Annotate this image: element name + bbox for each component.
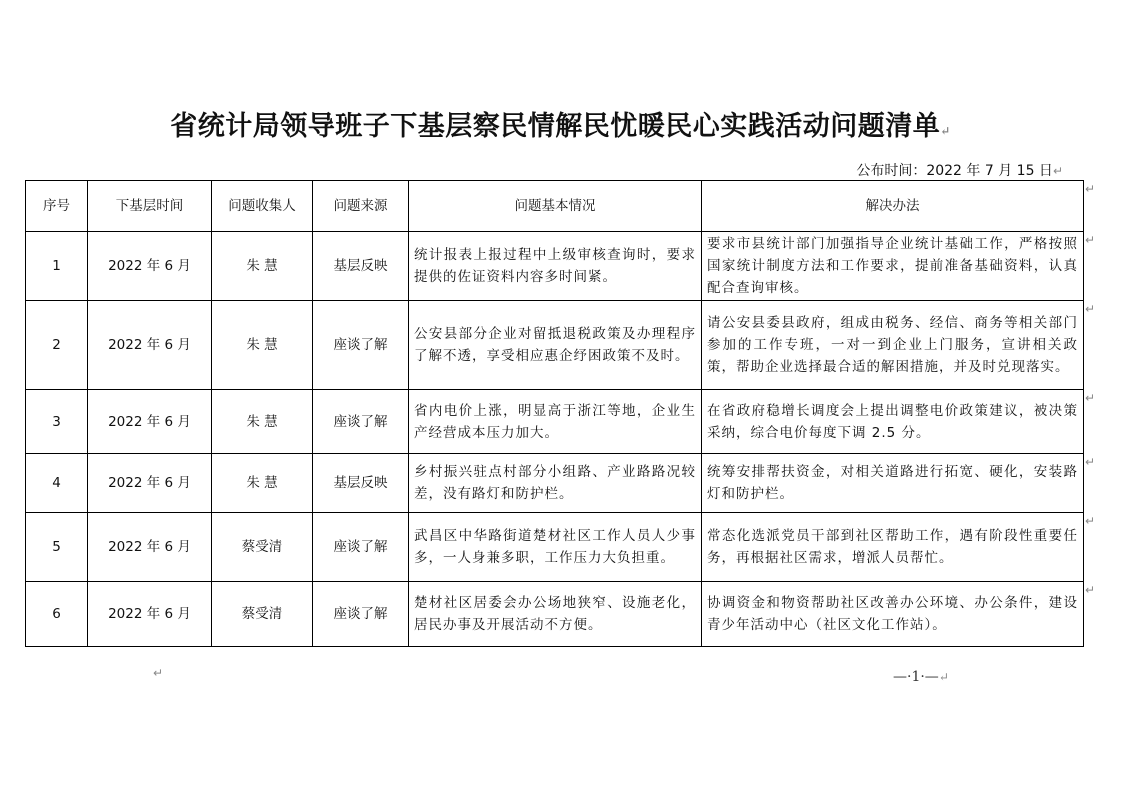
cell-no: 2 (26, 301, 88, 390)
row-end-mark-icon: ↵ (1084, 302, 1095, 316)
cell-collector: 朱 慧 (212, 454, 313, 513)
cell-source: 座谈了解 (313, 390, 409, 454)
header-solution: 解决办法 (702, 181, 1084, 232)
cell-time: 2022 年 6 月 (88, 582, 212, 647)
row-end-mark-icon: ↵ (1084, 583, 1095, 597)
header-no: 序号 (26, 181, 88, 232)
cell-source: 座谈了解 (313, 582, 409, 647)
title-text: 省统计局领导班子下基层察民情解民忧暖民心实践活动问题清单 (170, 111, 941, 142)
cell-collector: 蔡受清 (212, 513, 313, 582)
cell-source: 基层反映 (313, 454, 409, 513)
cell-time: 2022 年 6 月 (88, 513, 212, 582)
cell-no: 1 (26, 232, 88, 301)
publish-date-text: 公布时间：2022 年 7 月 15 日 (856, 163, 1053, 179)
cell-no: 6 (26, 582, 88, 647)
cell-solution: 协调资金和物资帮助社区改善办公环境、办公条件，建设青少年活动中心（社区文化工作站）。 (702, 582, 1084, 647)
cell-no: 5 (26, 513, 88, 582)
paragraph-mark-icon: ↵ (1052, 164, 1063, 178)
cell-no: 4 (26, 454, 88, 513)
document-title (0, 104, 1121, 143)
header-time: 下基层时间 (88, 181, 212, 232)
table-header-row (26, 181, 1084, 232)
page-number-text: —·1·— (893, 669, 939, 685)
cell-time: 2022 年 6 月 (88, 232, 212, 301)
paragraph-mark-icon: ↵ (153, 666, 164, 680)
table-row (26, 513, 1084, 582)
cell-time: 2022 年 6 月 (88, 301, 212, 390)
cell-solution: 要求市县统计部门加强指导企业统计基础工作，严格按照国家统计制度方法和工作要求，提前准备基础资料，认真配合查询审核。 (702, 232, 1084, 301)
cell-situation: 省内电价上涨，明显高于浙江等地，企业生产经营成本压力加大。 (409, 390, 702, 454)
paragraph-mark-icon: ↵ (938, 670, 949, 684)
table-row (26, 454, 1084, 513)
cell-collector: 朱 慧 (212, 232, 313, 301)
cell-situation: 乡村振兴驻点村部分小组路、产业路路况较差，没有路灯和防护栏。 (409, 454, 702, 513)
page-number (893, 669, 949, 685)
cell-solution: 统筹安排帮扶资金，对相关道路进行拓宽、硬化，安装路灯和防护栏。 (702, 454, 1084, 513)
row-end-mark-icon: ↵ (1084, 391, 1095, 405)
cell-situation: 楚材社区居委会办公场地狭窄、设施老化，居民办事及开展活动不方便。 (409, 582, 702, 647)
cell-no: 3 (26, 390, 88, 454)
cell-situation: 武昌区中华路街道楚材社区工作人员人少事多，一人身兼多职，工作压力大负担重。 (409, 513, 702, 582)
header-source: 问题来源 (313, 181, 409, 232)
row-end-mark-icon: ↵ (1084, 182, 1095, 196)
table-row (26, 582, 1084, 647)
cell-collector: 朱 慧 (212, 390, 313, 454)
header-collector: 问题收集人 (212, 181, 313, 232)
row-end-mark-icon: ↵ (1084, 233, 1095, 247)
cell-solution: 常态化选派党员干部到社区帮助工作，遇有阶段性重要任务，再根据社区需求，增派人员帮忙。 (702, 513, 1084, 582)
header-situation: 问题基本情况 (409, 181, 702, 232)
paragraph-mark-icon: ↵ (940, 124, 951, 138)
cell-solution: 在省政府稳增长调度会上提出调整电价政策建议，被决策采纳，综合电价每度下调 2.5 分。 (702, 390, 1084, 454)
cell-source: 基层反映 (313, 232, 409, 301)
cell-collector: 蔡受清 (212, 582, 313, 647)
cell-time: 2022 年 6 月 (88, 454, 212, 513)
row-end-mark-icon: ↵ (1084, 514, 1095, 528)
table-row (26, 390, 1084, 454)
cell-situation: 统计报表上报过程中上级审核查询时，要求提供的佐证资料内容多时间紧。 (409, 232, 702, 301)
row-end-mark-icon: ↵ (1084, 455, 1095, 469)
cell-collector: 朱 慧 (212, 301, 313, 390)
cell-source: 座谈了解 (313, 513, 409, 582)
cell-source: 座谈了解 (313, 301, 409, 390)
cell-situation: 公安县部分企业对留抵退税政策及办理程序了解不透，享受相应惠企纾困政策不及时。 (409, 301, 702, 390)
cell-time: 2022 年 6 月 (88, 390, 212, 454)
table-row (26, 232, 1084, 301)
table-row (26, 301, 1084, 390)
issue-table (25, 180, 1084, 647)
cell-solution: 请公安县委县政府，组成由税务、经信、商务等相关部门参加的工作专班，一对一到企业上门服务，宣讲相关政策，帮助企业选择最合适的解困措施，并及时兑现落实。 (702, 301, 1084, 390)
publish-date (856, 160, 1063, 180)
